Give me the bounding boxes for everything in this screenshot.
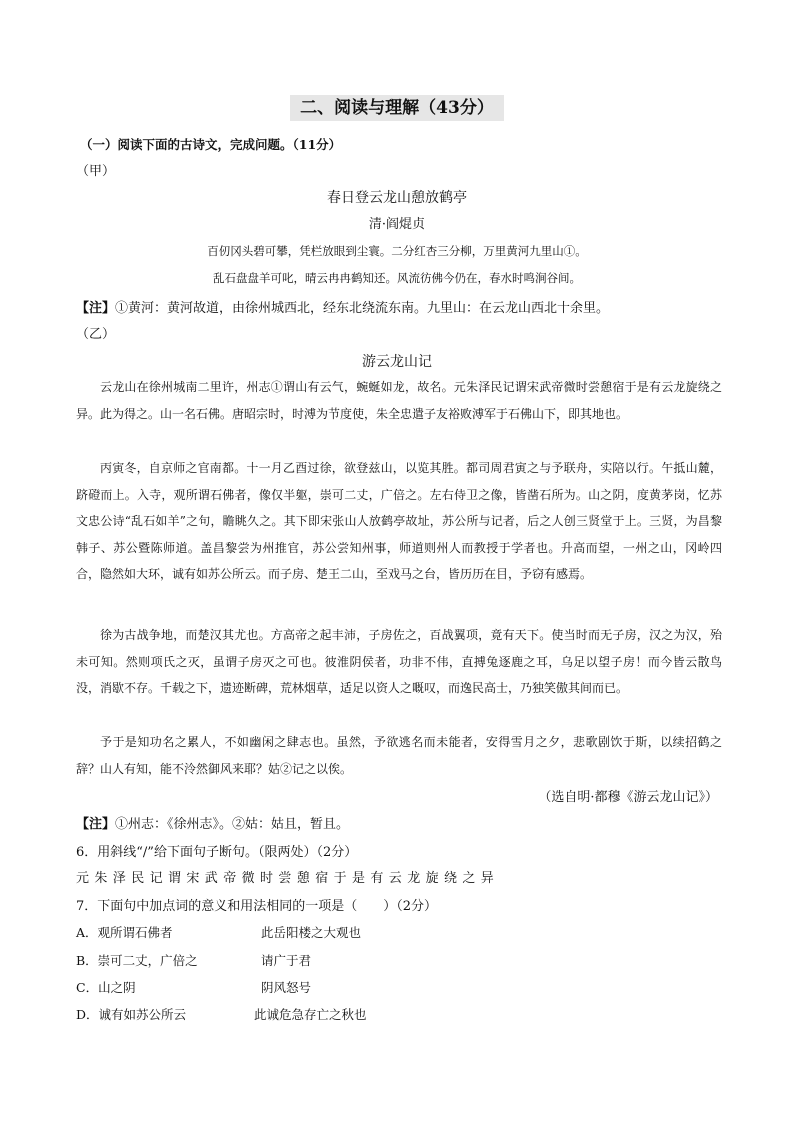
option-compare: 此岳阳楼之大观也 xyxy=(261,925,362,940)
option-compare: 请广于君 xyxy=(261,953,312,968)
poem-line-2: 乱石盘盘羊可叱，晴云冉冉鹤知还。风流彷佛今仍在，春水时鸣涧谷间。 xyxy=(213,271,581,285)
poem-note xyxy=(76,297,609,316)
essay-paragraph-2: 丙寅冬，自京师之官南都。十一月乙酉过徐，欲登兹山，以览其胜。都司周君寅之与予联舟，实陪以行。午抵山麓，跻磴而上。入寺，观所谓石佛者，像仅半躯，崇可二丈，广倍之。左右侍卫之像，皆凿石所为。山之阴，度黄茅岗，忆苏文忠公诗“乱石如羊”之句，瞻眺久之。其下即宋张山人放鹤亭故址，苏公所与记者，后之人创三贤堂于上。三贤，为昌黎韩子、苏公暨陈师道。盖昌黎尝为州推官，苏公尝知州事，师道则州人而教授于学者也。升高而望，一州之山，冈岭四合，隐然如大环，诚有如苏公所云。而子房、楚王二山，至戏马之台，皆历历在目，予窃有感焉。 xyxy=(76,461,722,581)
option-label: D．诚有如苏公所云 xyxy=(76,1007,187,1022)
q7-option-b[interactable] xyxy=(76,951,476,969)
part1-instruction: （一）阅读下面的古诗文，完成问题。（11分） xyxy=(80,137,342,152)
poem-author: 清·阎焜贞 xyxy=(368,217,426,232)
poem-line-1: 百仞冈头碧可攀，凭栏放眼到尘寰。二分红杏三分柳，万里黄河九里山①。 xyxy=(207,244,587,258)
note-tag: 【注】 xyxy=(76,817,116,832)
q6-sentence: 元朱泽民记谓宋武帝微时尝憩宿于是有云龙旋绕之异 xyxy=(76,871,500,886)
option-label: A．观所谓石佛者 xyxy=(76,925,173,940)
q7-option-d[interactable] xyxy=(76,1005,476,1023)
essay-paragraph-4: 予于是知功名之累人，不如幽闲之肆志也。虽然，予欲逃名而未能者，安得雪月之夕，悲歌剧饮于斯，以续招鹤之辞？山人有知，能不泠然御风来耶？姑②记之以俟。 xyxy=(76,735,722,776)
option-label: B．崇可二丈，广倍之 xyxy=(76,953,198,968)
essay-note xyxy=(76,813,349,832)
poem-title: 春日登云龙山憩放鹤亭 xyxy=(327,190,467,206)
q7-option-a[interactable] xyxy=(76,923,476,941)
essay-title: 游云龙山记 xyxy=(362,354,432,370)
option-compare: 此诚危急存亡之秋也 xyxy=(254,1007,367,1022)
q6-prompt: 6．用斜线“/”给下面句子断句。（限两处）（2分） xyxy=(76,845,358,860)
option-compare: 阴风怒号 xyxy=(261,980,312,995)
essay-paragraph-3: 徐为古战争地，而楚汉其尤也。方高帝之起丰沛，子房佐之，百战翼项，竟有天下。使当时而无子房，汉之为汉，殆未可知。然则项氏之灭，虽谓子房灭之可也。彼淮阴侯者，功非不伟，直搏兔逐鹿之耳，乌足以望子房！而今皆云散鸟没，消歇不存。千载之下，遗迹断碑，荒林烟草，适足以资人之嘅叹，而逸民高士，乃独笑傲其间而已。 xyxy=(76,628,722,695)
essay-paragraph-1: 云龙山在徐州城南二里许，州志①谓山有云气，蜿蜒如龙，故名。元朱泽民记谓宋武帝微时尝憩宿于是有云龙旋绕之异。此为得之。山一名石佛。唐昭宗时，时溥为节度使，朱全忠遣子友裕败溥军于石佛山下，即其地也。 xyxy=(76,380,722,421)
note-text: ①黄河：黄河故道，由徐州城西北，经东北绕流东南。九里山：在云龙山西北十余里。 xyxy=(115,301,610,316)
note-text: ①州志：《徐州志》。②姑：姑且，暂且。 xyxy=(115,817,350,832)
q7-option-c[interactable] xyxy=(76,978,476,996)
q7-prompt: 7．下面句中加点词的意义和用法相同的一项是（ ）（2分） xyxy=(76,899,438,914)
section-heading: 二、阅读与理解（43分） xyxy=(290,95,504,121)
option-label: C．山之阴 xyxy=(76,980,136,995)
essay-source: （选自明·都穆《游云龙山记》） xyxy=(538,790,718,805)
note-tag: 【注】 xyxy=(76,301,116,316)
yi-label: （乙） xyxy=(76,327,116,342)
jia-label: （甲） xyxy=(76,164,116,179)
